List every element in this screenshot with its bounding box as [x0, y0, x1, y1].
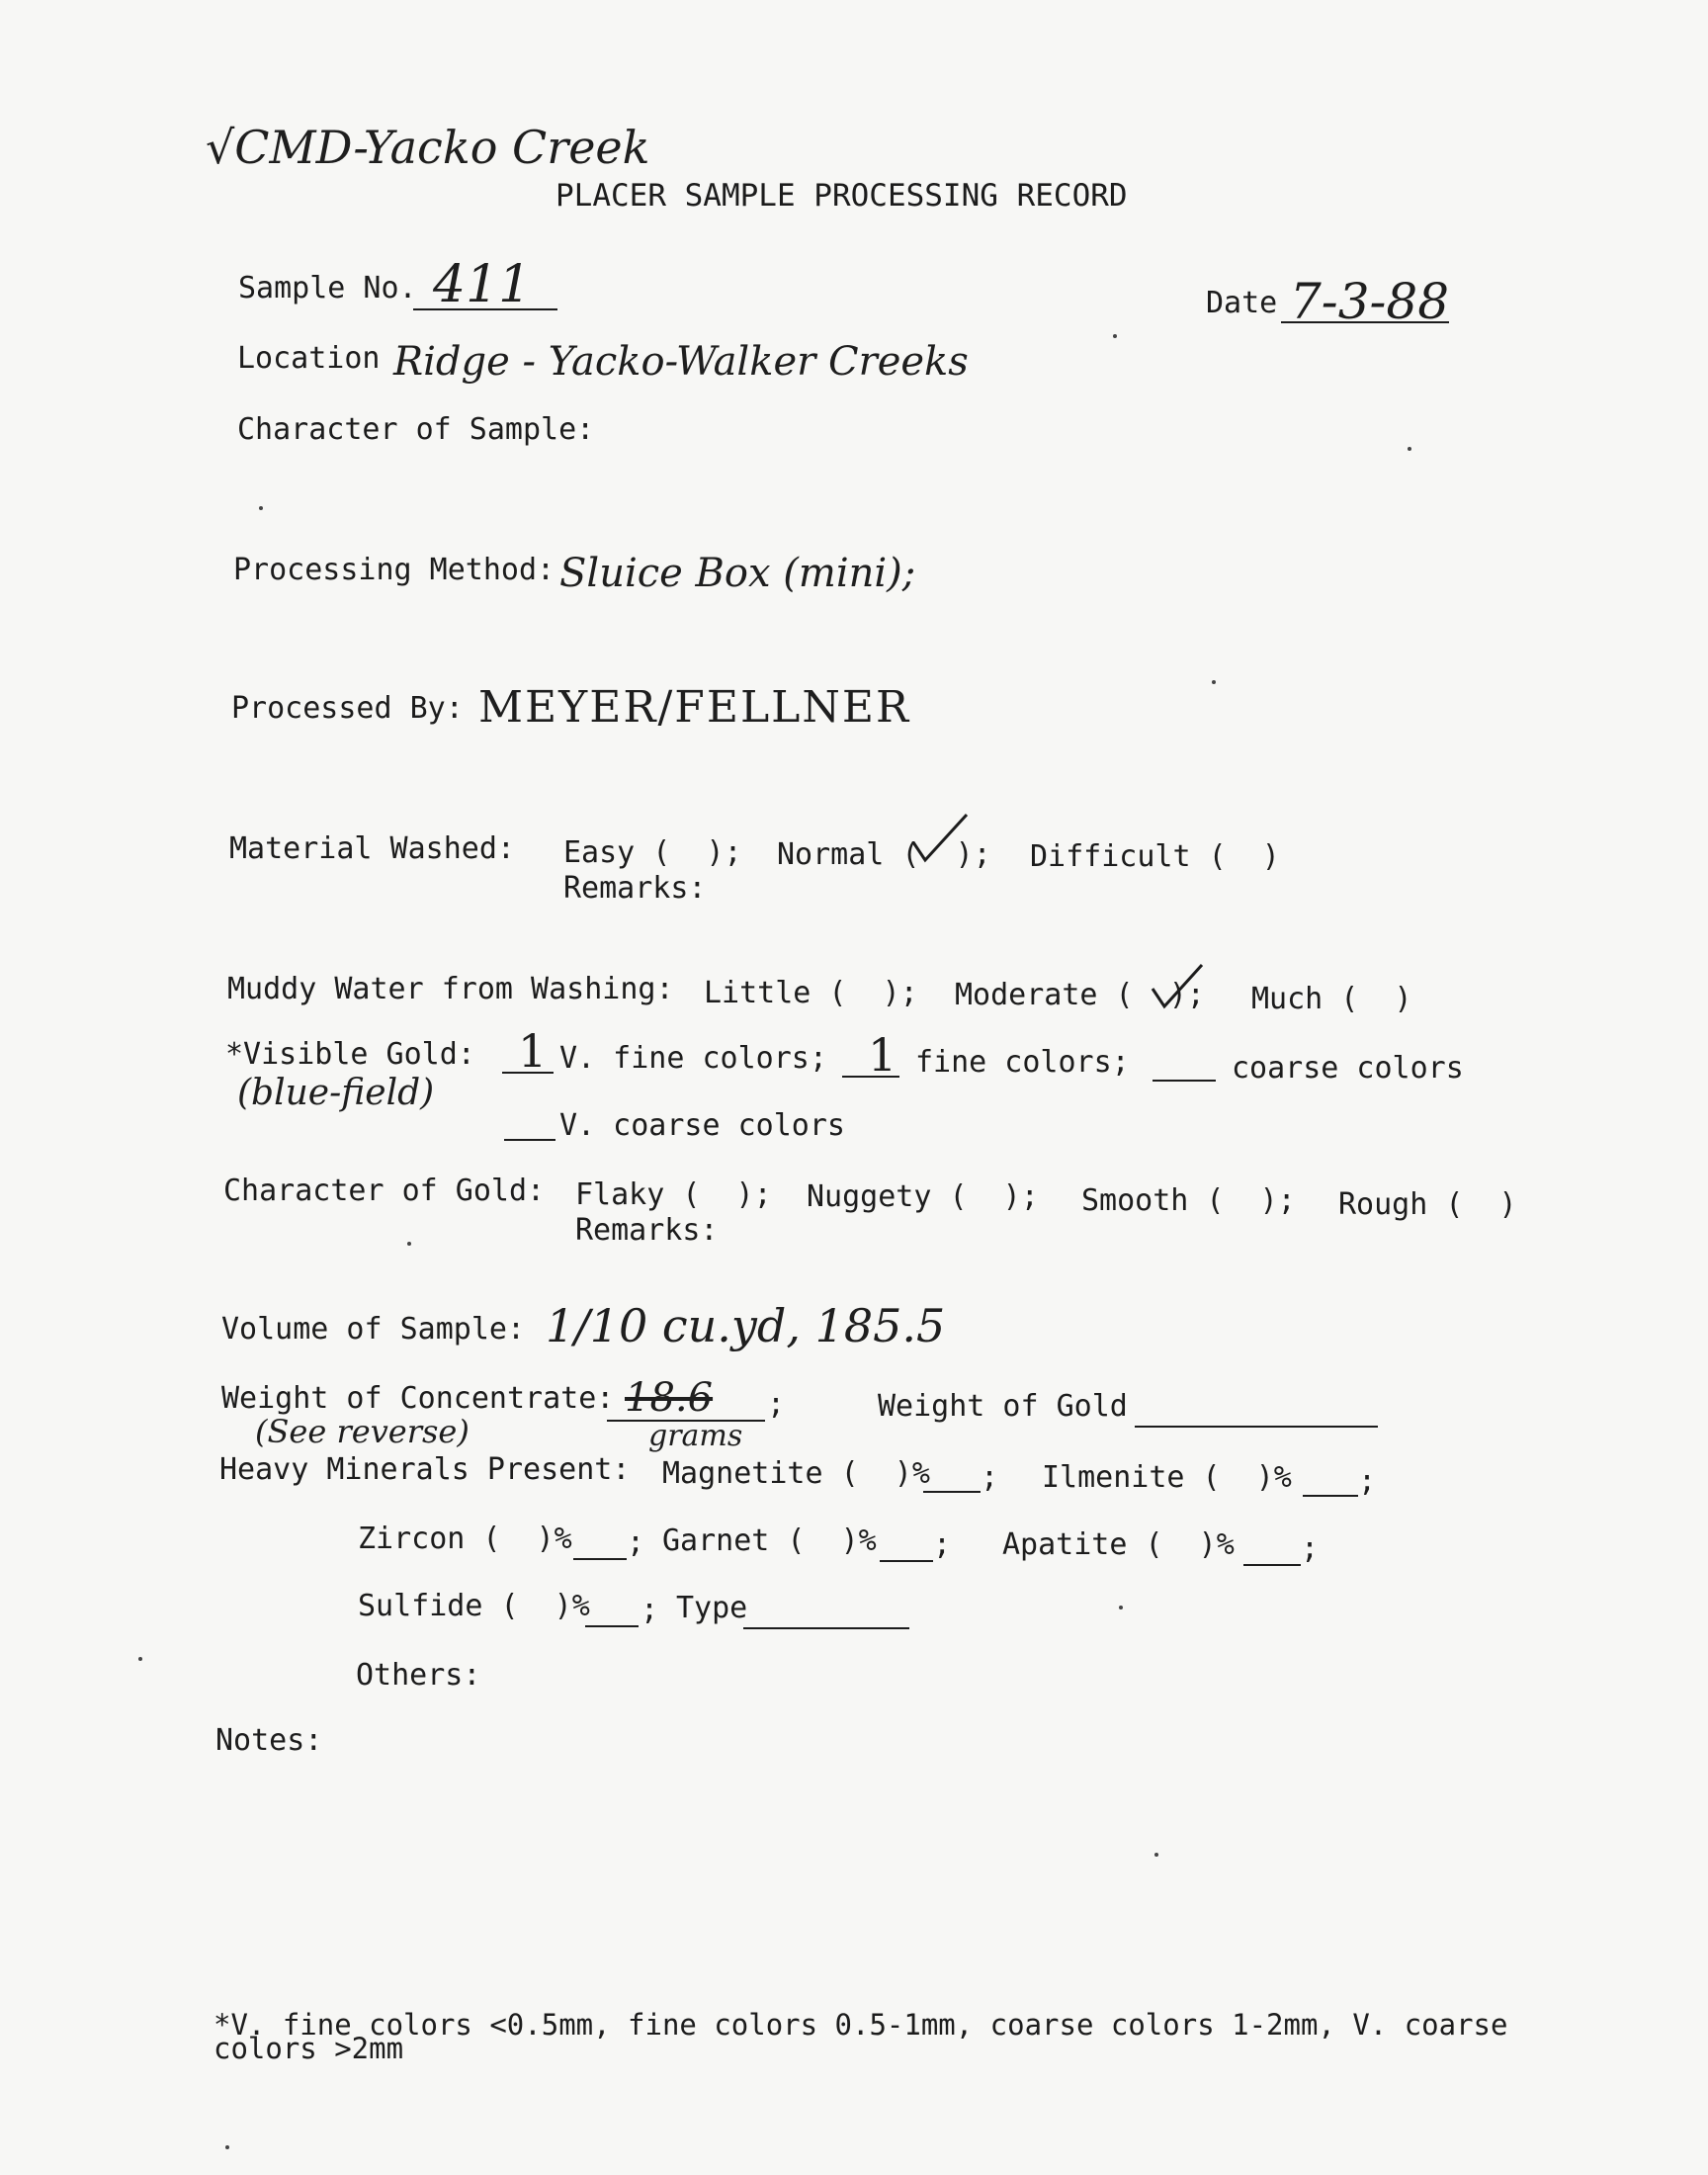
apatite-semicolon: ; [1301, 1531, 1320, 1566]
gold-nuggety: Nuggety ( ); [807, 1179, 1039, 1214]
moderate-check-mark [1147, 961, 1216, 1020]
processing-method-label: Processing Method: [233, 553, 555, 587]
type-line [743, 1627, 909, 1629]
v-fine-count-line [502, 1072, 554, 1074]
footnote-line-2: colors >2mm [214, 2032, 404, 2065]
form-title: PLACER SAMPLE PROCESSING RECORD [555, 178, 1128, 214]
gold-smooth: Smooth ( ); [1081, 1183, 1296, 1218]
fine-colors-label: fine colors; [915, 1045, 1130, 1080]
character-of-sample-label: Character of Sample: [237, 412, 595, 447]
apatite-field: Apatite ( )% [1002, 1527, 1235, 1562]
scan-speck [138, 1657, 142, 1661]
scan-speck [1113, 334, 1117, 338]
zircon-semicolon: ; [627, 1525, 645, 1560]
apatite-line [1243, 1564, 1301, 1566]
see-reverse-note: (See reverse) [255, 1413, 470, 1450]
material-washed-label: Material Washed: [229, 831, 515, 866]
visible-gold-label: *Visible Gold: [225, 1037, 475, 1072]
material-washed-normal: Normal ( ); [777, 837, 991, 872]
fine-count-line [842, 1076, 899, 1078]
sample-number-value: 411 [433, 255, 532, 314]
concentrate-semicolon: ; [767, 1387, 786, 1422]
sample-number-label: Sample No. [238, 271, 417, 305]
material-washed-easy: Easy ( ); [563, 835, 742, 870]
coarse-colors-label: coarse colors [1232, 1051, 1464, 1086]
sample-number-line [413, 308, 557, 310]
location-label: Location [237, 341, 381, 376]
type-label: Type [676, 1591, 748, 1625]
normal-check-mark [907, 809, 977, 868]
ilmenite-field: Ilmenite ( )% [1042, 1460, 1292, 1495]
magnetite-line [923, 1491, 981, 1493]
processed-by-value: MEYER/FELLNER [478, 682, 911, 733]
date-value: 7-3-88 [1290, 273, 1450, 330]
zircon-line [573, 1558, 627, 1560]
weight-of-gold-line [1135, 1426, 1378, 1428]
volume-of-sample-value: 1/10 cu.yd, 185.5 [546, 1299, 946, 1352]
sulfide-semicolon: ; [640, 1593, 659, 1627]
gold-flaky: Flaky ( ); [575, 1177, 772, 1212]
garnet-semicolon: ; [933, 1527, 952, 1562]
heavy-minerals-label: Heavy Minerals Present: [219, 1452, 631, 1487]
muddy-water-moderate: Moderate ( ); [955, 978, 1205, 1012]
zircon-field: Zircon ( )% [358, 1522, 572, 1556]
magnetite-field: Magnetite ( )% [662, 1456, 930, 1491]
magnetite-semicolon: ; [981, 1460, 999, 1495]
processing-method-value: Sluice Box (mini); [559, 551, 916, 596]
concentrate-unit: grams [648, 1419, 743, 1453]
ilmenite-line [1303, 1495, 1358, 1497]
handwritten-project-name: √CMD-Yacko Creek [206, 121, 650, 174]
visible-gold-handwritten-note: (blue-field) [237, 1073, 435, 1113]
v-fine-colors-label: V. fine colors; [559, 1041, 827, 1076]
scan-speck [1119, 1606, 1123, 1610]
date-label: Date [1206, 286, 1278, 320]
sulfide-field: Sulfide ( )% [358, 1589, 590, 1623]
footnote-line-1: *V. fine colors <0.5mm, fine colors 0.5-1mm, coarse colors 1-2mm, V. coarse [214, 2008, 1508, 2042]
notes-label: Notes: [215, 1723, 323, 1758]
volume-of-sample-label: Volume of Sample: [221, 1312, 526, 1347]
ilmenite-semicolon: ; [1358, 1464, 1377, 1499]
gold-remarks: Remarks: [575, 1213, 719, 1248]
processed-by-label: Processed By: [231, 691, 464, 726]
sulfide-line [585, 1625, 639, 1627]
weight-of-concentrate-value: 18.6 [625, 1375, 714, 1421]
muddy-water-much: Much ( ) [1251, 982, 1412, 1016]
location-value: Ridge - Yacko-Walker Creeks [393, 339, 969, 385]
weight-of-gold-label: Weight of Gold [878, 1389, 1128, 1424]
garnet-line [880, 1560, 933, 1562]
weight-of-concentrate-label: Weight of Concentrate: [221, 1381, 615, 1416]
scan-speck [225, 2145, 229, 2149]
v-coarse-colors-label: V. coarse colors [559, 1108, 845, 1143]
character-of-gold-label: Character of Gold: [223, 1174, 546, 1208]
scan-speck [407, 1242, 411, 1246]
material-washed-remarks: Remarks: [563, 871, 707, 906]
v-coarse-count-line [504, 1139, 555, 1141]
scan-speck [259, 506, 263, 510]
coarse-count-line [1153, 1080, 1216, 1082]
others-label: Others: [356, 1658, 481, 1693]
gold-rough: Rough ( ) [1338, 1187, 1517, 1222]
muddy-water-little: Little ( ); [704, 976, 918, 1010]
muddy-water-label: Muddy Water from Washing: [227, 972, 674, 1006]
garnet-field: Garnet ( )% [662, 1523, 877, 1558]
fine-count: 1 [868, 1028, 897, 1082]
scan-speck [1408, 447, 1411, 451]
material-washed-difficult: Difficult ( ) [1030, 839, 1280, 874]
scan-speck [1154, 1853, 1158, 1857]
date-line [1281, 321, 1449, 323]
scan-speck [1212, 680, 1216, 684]
v-fine-count: 1 [518, 1024, 548, 1078]
